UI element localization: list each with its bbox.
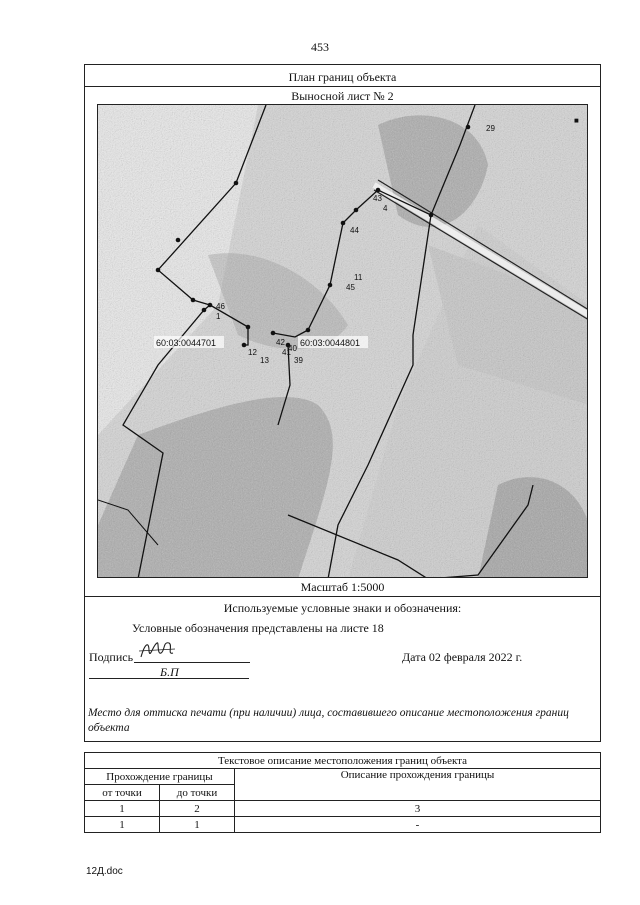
parcel-label: 60:03:0044701 xyxy=(156,338,217,348)
legend-note: Условные обозначения представлены на листе 18 xyxy=(132,621,384,635)
sheet-title: Выносной лист № 2 xyxy=(291,89,394,103)
divider xyxy=(85,86,600,87)
point-label: 11 xyxy=(354,273,363,282)
signature-name: Б.П xyxy=(160,665,179,679)
point-label: 45 xyxy=(346,283,355,292)
point-label: 1 xyxy=(216,312,221,321)
signature-label: Подпись xyxy=(89,650,134,664)
point-label: 29 xyxy=(486,124,495,133)
desc-header: Описание прохождения границы xyxy=(235,769,601,801)
table-row xyxy=(85,801,601,817)
page-number: 453 xyxy=(311,40,329,54)
table-row xyxy=(85,817,601,833)
divider xyxy=(85,596,600,597)
footer-filename: 12Д.doc xyxy=(86,866,123,877)
stamp-note: Место для оттиска печати (при наличии) лица, составившего описание местоположения границ объекта xyxy=(88,707,569,734)
cell-desc: - xyxy=(235,817,601,833)
svg-text:■: ■ xyxy=(574,116,579,125)
parcel-label: 60:03:0044801 xyxy=(300,338,361,348)
point-label: 39 xyxy=(294,356,303,365)
scale-label: Масштаб 1:5000 xyxy=(300,580,385,594)
point-label: 44 xyxy=(350,226,359,235)
cell-desc: 3 xyxy=(235,801,601,817)
from-header: от точки xyxy=(85,785,160,801)
point-label: 4 xyxy=(383,204,388,213)
point-label: 43 xyxy=(373,194,382,203)
map-image xyxy=(97,104,588,578)
point-label: 40 xyxy=(288,344,297,353)
plan-title: План границ объекта xyxy=(288,70,397,84)
group-header: Прохождение границы xyxy=(85,769,235,785)
signature-date: Дата 02 февраля 2022 г. xyxy=(402,650,523,664)
legend-heading: Используемые условные знаки и обозначения: xyxy=(223,601,462,615)
point-label: 12 xyxy=(248,348,257,357)
point-label: 42 xyxy=(276,338,285,347)
to-header: до точки xyxy=(160,785,235,801)
cell-to: 2 xyxy=(160,801,235,817)
table-title: Текстовое описание местоположения границ объекта xyxy=(85,753,601,769)
point-label: 41 xyxy=(282,348,291,357)
point-label: 46 xyxy=(216,302,225,311)
cell-to: 1 xyxy=(160,817,235,833)
point-label: 13 xyxy=(260,356,269,365)
boundary-description-table xyxy=(84,752,601,833)
handwritten-signature xyxy=(137,637,177,663)
cell-from: 1 xyxy=(85,817,160,833)
cell-from: 1 xyxy=(85,801,160,817)
name-line xyxy=(89,678,249,679)
